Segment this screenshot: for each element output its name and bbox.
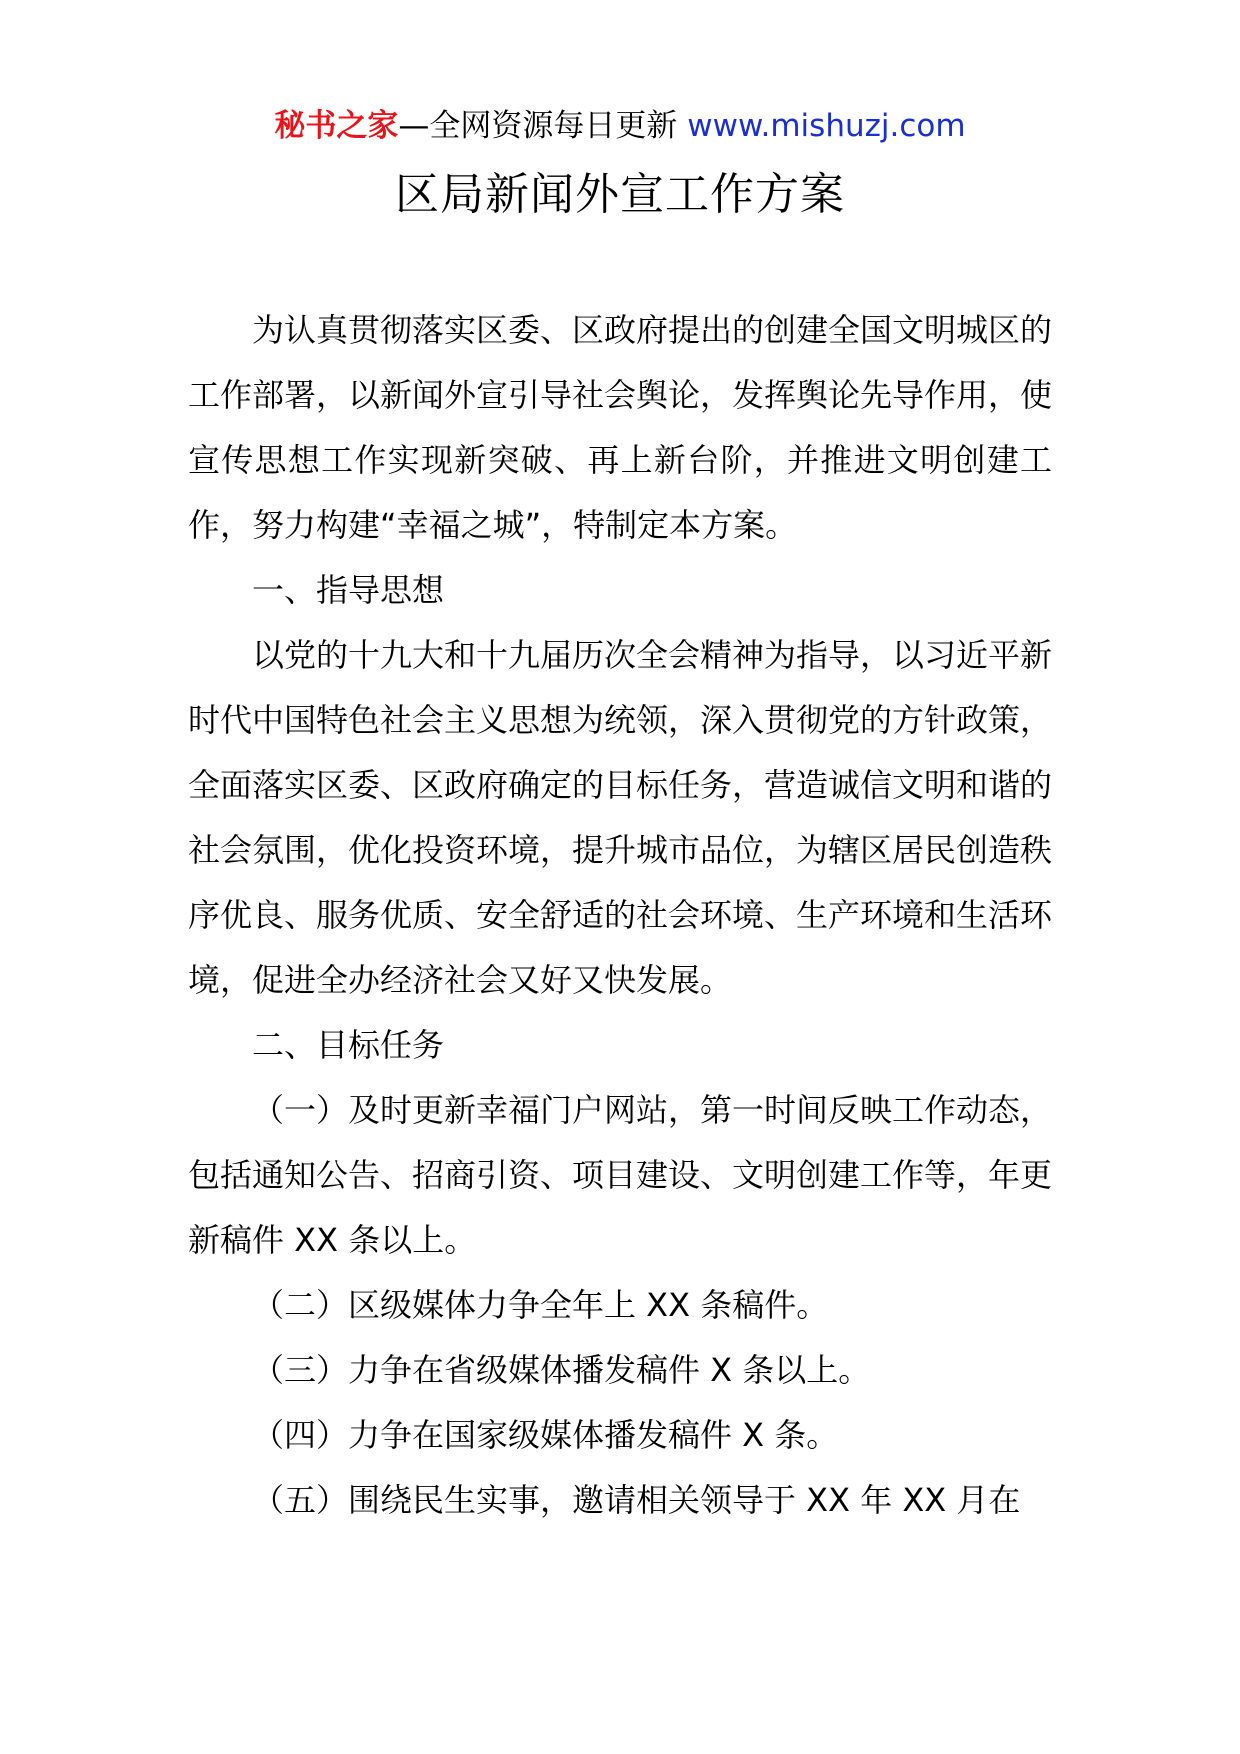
header-slogan: —全网资源每日更新 bbox=[398, 108, 678, 144]
goal-item-3: （三）力争在省级媒体播发稿件 X 条以上。 bbox=[252, 1351, 871, 1389]
goal-item-2: （二）区级媒体力争全年上 XX 条稿件。 bbox=[252, 1286, 829, 1324]
goal-item-5: （五）围绕民生实事，邀请相关领导于 XX 年 XX 月在 bbox=[252, 1481, 1021, 1519]
section-heading-guiding-thought: 一、指导思想 bbox=[252, 571, 445, 609]
document-body bbox=[188, 298, 1052, 1533]
guiding-thought-paragraph: 以党的十九大和十九届历次全会精神为指导，以习近平新时代中国特色社会主义思想为统领，深入贯彻党的方针政策，全面落实区委、区政府确定的目标任务，营造诚信文明和谐的社会氛围，优化投资环境，提升城市品位，为辖区居民创造秩序优良、服务优质、安全舒适的社会环境、生产环境和生活环境，促进全办经济社会又好又快发展。 bbox=[188, 636, 1053, 999]
brand-name: 秘书之家 bbox=[274, 108, 399, 144]
site-url[interactable]: www.mishuzj.com bbox=[687, 108, 966, 144]
document-title: 区局新闻外宣工作方案 bbox=[395, 169, 845, 220]
goal-item-1: （一）及时更新幸福门户网站，第一时间反映工作动态，包括通知公告、招商引资、项目建设、文明创建工作等，年更新稿件 XX 条以上。 bbox=[188, 1091, 1053, 1259]
section-heading-goals: 二、目标任务 bbox=[252, 1026, 445, 1064]
intro-paragraph: 为认真贯彻落实区委、区政府提出的创建全国文明城区的工作部署，以新闻外宣引导社会舆论，发挥舆论先导作用，使宣传思想工作实现新突破、再上新台阶，并推进文明创建工作，努力构建“幸福之城”，特制定本方案。 bbox=[188, 311, 1053, 544]
site-header bbox=[0, 104, 1240, 148]
goal-item-4: （四）力争在国家级媒体播发稿件 X 条。 bbox=[252, 1416, 839, 1454]
